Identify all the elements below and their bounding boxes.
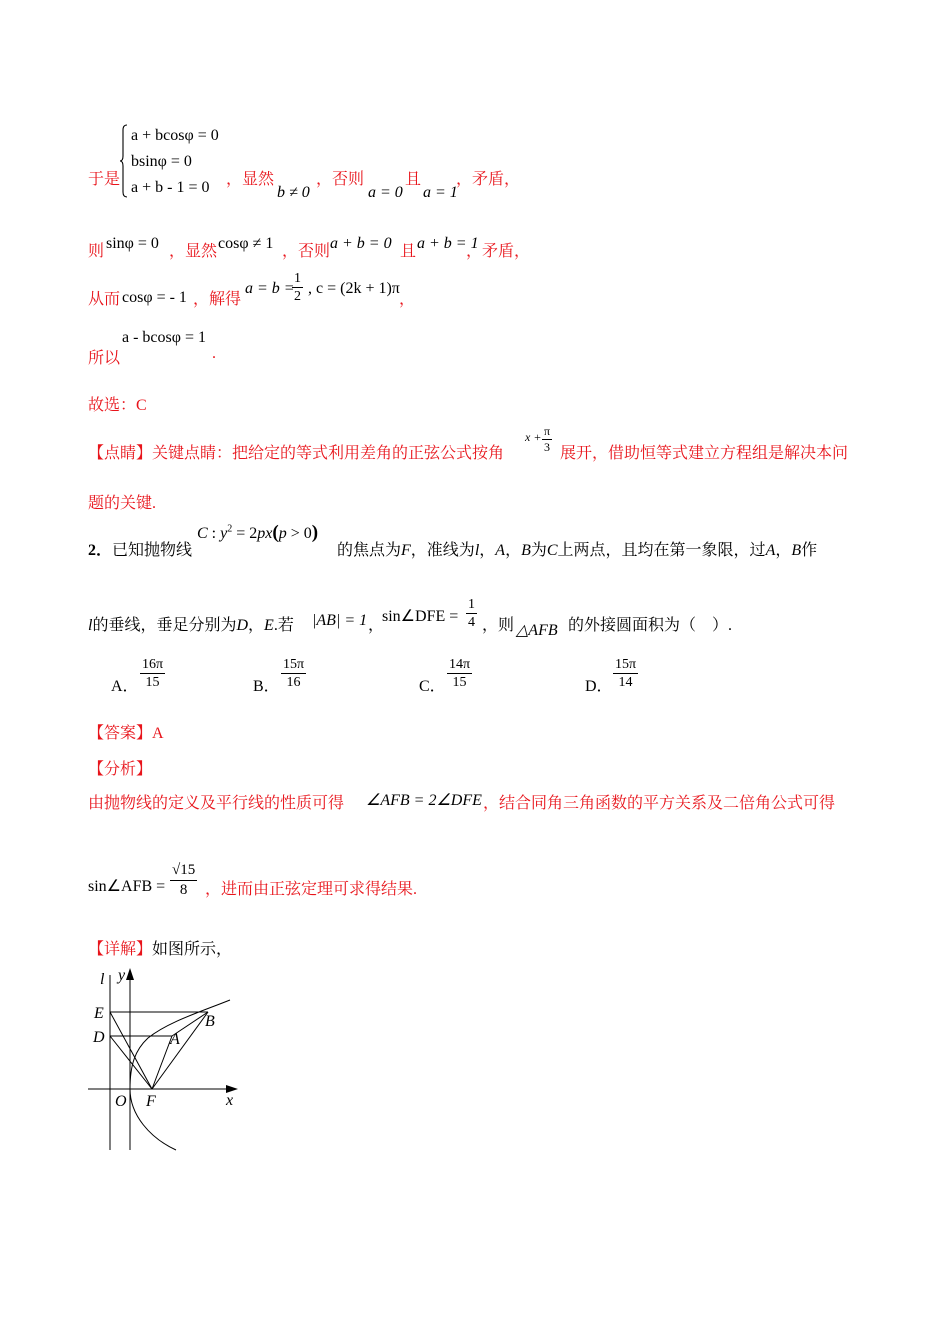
q2-F: F <box>401 542 411 559</box>
sol1-line1-t2: ，否则 <box>316 171 365 188</box>
q2-B2: B <box>791 542 802 559</box>
analysis-label: 【分析】 <box>88 761 153 778</box>
sol1-line3-t1: ，解得 <box>193 291 242 308</box>
q2-l1e: ， <box>505 542 522 559</box>
q2-l2-l: l <box>88 617 93 634</box>
sin-afb: sin∠AFB = <box>88 878 166 895</box>
answer-line: 【答案】A <box>88 725 164 742</box>
q2-E: E <box>264 617 274 634</box>
sol1-line2-m2: cosφ ≠ 1 <box>218 235 274 252</box>
sol1-line2-t4: ，矛盾， <box>466 243 531 260</box>
tip-text2: 展开，借助恒等式建立方程组是解决本问 <box>560 445 849 462</box>
system-eq-2: bsinφ = 0 <box>131 153 192 170</box>
sol1-line2-lead: 则 <box>88 243 105 260</box>
option-d-label[interactable]: D． <box>585 678 613 695</box>
q2-l2c: .若 <box>273 617 294 634</box>
option-c-num: 14π <box>449 657 471 672</box>
half-numerator: 1 <box>294 271 301 286</box>
sin-dfe: sin∠DFE = <box>382 608 459 625</box>
system-eq-1: a + bcosφ = 0 <box>131 127 219 144</box>
sol1-line3-lead: 从而 <box>88 291 121 308</box>
sol1-line2-m3: a + b = 0 <box>330 235 392 252</box>
q2-l1d: ， <box>479 542 496 559</box>
question-number: 2． <box>88 542 113 559</box>
option-b-num: 15π <box>283 657 305 672</box>
pi-denominator: 3 <box>544 440 551 454</box>
sol1-line1-t3: 且 <box>405 171 422 188</box>
detail-label: 【详解】 <box>88 941 153 958</box>
q2-l2a: 的垂线，垂足分别为 <box>92 617 237 634</box>
sqrt15-numerator: √15 <box>170 861 197 881</box>
option-b-label[interactable]: B． <box>253 678 280 695</box>
analysis-line1b: ，结合同角三角函数的平方关系及二倍角公式可得 <box>483 795 836 812</box>
option-a-den: 15 <box>145 675 160 690</box>
q2-l1h: ， <box>775 542 792 559</box>
pi-numerator: π <box>544 424 551 438</box>
option-a-num: 16π <box>142 657 164 672</box>
q2-l2e: ，则 <box>482 617 515 634</box>
q2-l1c: ，准线为 <box>410 542 475 559</box>
sol1-line2-t2: ，否则 <box>282 243 331 260</box>
option-c-den: 15 <box>452 675 467 690</box>
tip-label: 【点睛】 <box>88 445 153 462</box>
sol1-line2-m1: sinφ = 0 <box>106 235 159 252</box>
q2-A: A <box>495 542 506 559</box>
system-brace <box>120 124 128 198</box>
segment-AF <box>152 1036 172 1089</box>
q2-line2a <box>88 612 294 635</box>
tip-text1: 关键点睛：把给定的等式利用差角的正弦公式按角 <box>152 445 505 462</box>
q2-l1i: 作 <box>801 542 818 559</box>
sol1-line2-t3: 且 <box>400 243 417 260</box>
label-A: A <box>170 1031 180 1048</box>
q2-line1-rest <box>337 537 817 560</box>
tip-x-plus: x + <box>525 430 542 444</box>
angle-relation: ∠AFB = 2∠DFE <box>366 792 482 809</box>
quarter-numerator: 1 <box>468 597 475 612</box>
system-eq-3: a + b - 1 = 0 <box>131 179 210 196</box>
detail-line <box>88 936 232 959</box>
half-denominator: 2 <box>294 289 301 304</box>
sol1-line4-m1: a - bcosφ = 1 <box>122 329 207 346</box>
label-F: F <box>146 1093 156 1110</box>
label-l: l <box>100 971 105 988</box>
q2-l2b: ， <box>248 617 265 634</box>
q2-l1f: 为 <box>530 542 547 559</box>
detail-text: 如图所示， <box>152 941 233 958</box>
analysis-line1a: 由抛物线的定义及平行线的性质可得 <box>88 795 345 812</box>
sol1-line4-lead: 所以 <box>88 350 121 367</box>
triangle-afb: △AFB <box>516 622 558 639</box>
label-B: B <box>205 1013 215 1030</box>
segment-DF <box>110 1036 152 1089</box>
sol1-line2-m4: a + b = 1 <box>417 235 479 252</box>
sol1-line1-m1: b ≠ 0 <box>277 184 310 201</box>
sqrt15-over-8 <box>170 861 197 900</box>
label-E: E <box>94 1005 104 1022</box>
q2-C: C <box>546 542 558 559</box>
option-d-value <box>613 656 638 691</box>
quarter-fraction <box>466 596 477 631</box>
half-fraction <box>292 270 303 305</box>
parabola-figure <box>80 960 250 1155</box>
q2-B: B <box>521 542 531 559</box>
ab-length: |AB| = 1 <box>312 612 368 629</box>
sol1-line3-m2a: a = b = <box>245 280 295 297</box>
y-axis-arrow <box>126 968 134 980</box>
option-c-label[interactable]: C． <box>419 678 446 695</box>
option-a-label[interactable]: A． <box>111 678 139 695</box>
sol1-line1-m3: a = 1 <box>423 184 458 201</box>
q2-l2d: ， <box>368 617 385 634</box>
choice-line: 故选：C <box>88 397 147 414</box>
q2-D: D <box>236 617 249 634</box>
parabola-curve <box>130 1000 230 1150</box>
option-c-value <box>447 656 472 691</box>
pi-over-3 <box>542 424 552 455</box>
q2-l1g: 上两点，且均在第一象限，过 <box>557 542 766 559</box>
sol1-line3-m1: cosφ = - 1 <box>122 289 187 306</box>
tip-line1 <box>88 440 504 463</box>
option-b-value <box>281 656 306 691</box>
sol1-line4-t1: . <box>212 345 216 362</box>
sol1-line1-t4: ，矛盾， <box>456 171 521 188</box>
sol1-line2-t1: ，显然 <box>169 243 218 260</box>
option-d-num: 15π <box>615 657 637 672</box>
tip-text3: 题的关键. <box>88 495 157 512</box>
segment-BF <box>152 1012 208 1089</box>
label-x: x <box>226 1092 234 1109</box>
sol1-line1-m2: a = 0 <box>368 184 403 201</box>
option-a-value <box>140 656 165 691</box>
option-b-den: 16 <box>286 675 301 690</box>
analysis-line2b: ，进而由正弦定理可求得结果. <box>205 881 418 898</box>
sol1-line3-m2b: , c = (2k + 1)π <box>308 280 400 297</box>
q2-l1b: 的焦点为 <box>337 542 402 559</box>
quarter-denominator: 4 <box>468 615 475 630</box>
q2-l1a: 已知抛物线 <box>112 542 193 559</box>
parabola-equation: C : $y^2 = 2px(p > 0)$ <box>197 522 319 543</box>
sqrt15-denominator: 8 <box>179 882 188 898</box>
q2-l: l <box>474 542 480 559</box>
sol1-line3-t2: ， <box>399 291 416 308</box>
sol1-line1-t1: ，显然 <box>226 171 275 188</box>
q2-l2f: 的外接圆面积为（ ）. <box>568 617 733 634</box>
label-O: O <box>115 1093 127 1110</box>
sol1-line1-lead: 于是 <box>88 171 121 188</box>
q2-A2: A <box>765 542 776 559</box>
label-D: D <box>93 1029 105 1046</box>
option-d-den: 14 <box>618 675 633 690</box>
segment-EF <box>110 1012 152 1089</box>
label-y: y <box>118 967 126 984</box>
